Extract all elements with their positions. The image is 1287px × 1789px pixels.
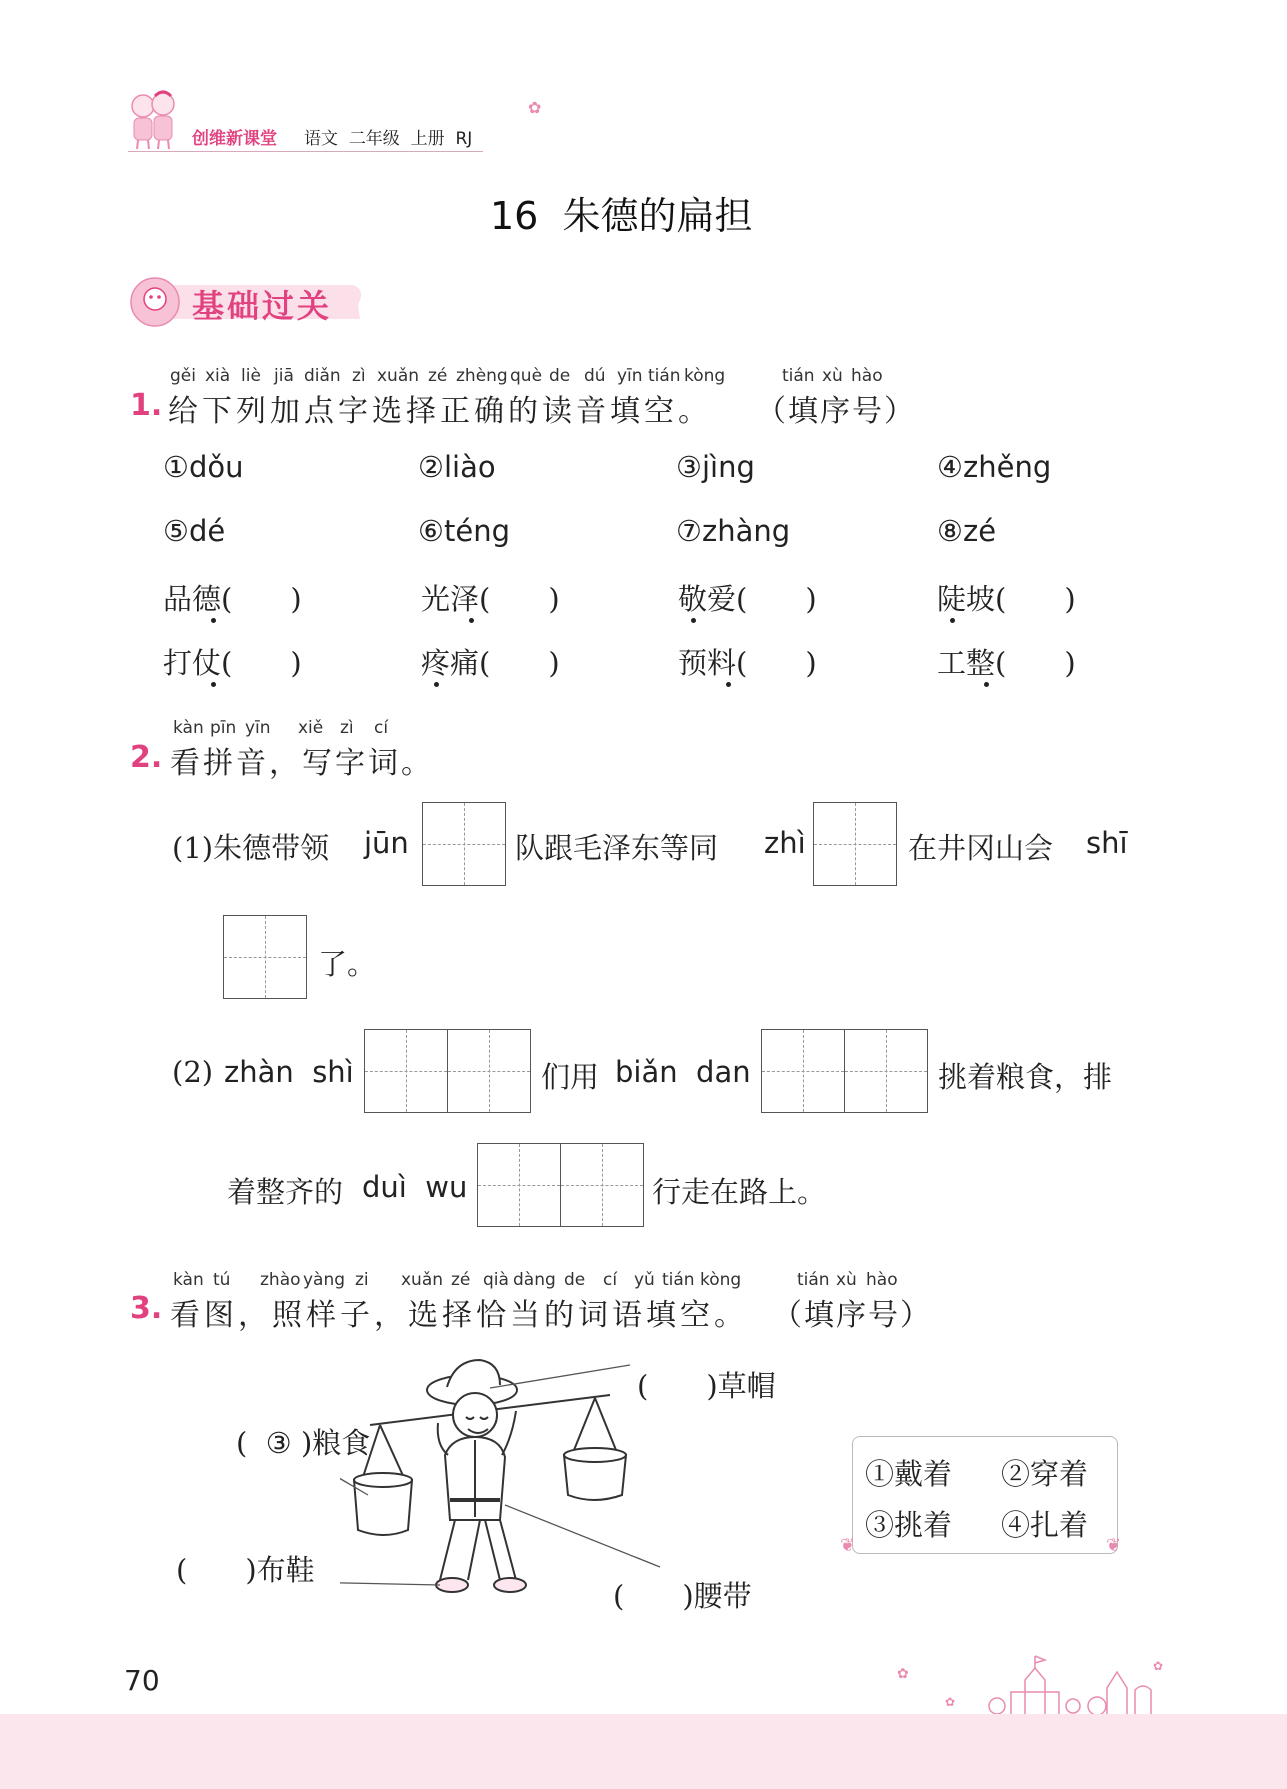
page-number: 70 bbox=[124, 1664, 160, 1697]
q3-label-straw-hat[interactable]: ( )草帽 bbox=[637, 1369, 776, 1403]
q3-pinyin-kan: kàn bbox=[173, 1270, 204, 1290]
q2-pinyin-xie: xiě bbox=[298, 718, 324, 738]
q2-number: 2. bbox=[130, 740, 163, 775]
q3-pinyin-yu: yǔ bbox=[634, 1270, 655, 1290]
q2-tian-box[interactable] bbox=[223, 915, 307, 999]
q2-pinyin-pin: pīn bbox=[210, 718, 237, 738]
q2-s2-pinyin-duiwu: duì wu bbox=[362, 1170, 468, 1204]
q1-word-5-blank[interactable]: ( ) bbox=[221, 646, 302, 680]
q3-pinyin-de: de bbox=[564, 1270, 586, 1290]
q2-s1-text-c: 在井冈山会 bbox=[908, 831, 1054, 865]
q1-text: 给下列加点字选择正确的读音填空。 bbox=[168, 394, 712, 429]
emphasis-dot bbox=[984, 682, 989, 687]
q3-pinyin-tian2: tián bbox=[797, 1270, 830, 1290]
emphasis-dot bbox=[211, 682, 216, 687]
q1-option-1: ①dǒu bbox=[163, 450, 244, 484]
q1-word-8-blank[interactable]: ( ) bbox=[995, 646, 1076, 680]
q1-pinyin-que: què bbox=[510, 366, 543, 386]
q1-pinyin-ze: zé bbox=[428, 366, 448, 386]
q2-s1-pinyin-zhi: zhì bbox=[764, 826, 806, 860]
q1-option-7: ⑦zhàng bbox=[676, 514, 791, 548]
q1-word-5-text: 打仗 bbox=[163, 646, 222, 680]
header-subject: 语文 bbox=[304, 129, 338, 149]
q3-label-grain bbox=[236, 1421, 370, 1462]
q2-tian-box[interactable] bbox=[761, 1029, 845, 1113]
q2-s2-text-c: 挑着粮食，排 bbox=[938, 1060, 1113, 1094]
q3-pinyin-zi: zi bbox=[355, 1270, 369, 1290]
q3-bank-3: ③挑着 bbox=[865, 1508, 953, 1542]
q1-pinyin-de: de bbox=[549, 366, 571, 386]
q2-tian-box[interactable] bbox=[477, 1143, 561, 1227]
q1-pinyin-hao: hào bbox=[851, 366, 883, 386]
q1-pinyin-zi: zì bbox=[352, 366, 366, 386]
q2-s1-text-a: (1)朱德带领 bbox=[172, 831, 330, 865]
q2-s1-text-b: 队跟毛泽东等同 bbox=[515, 831, 719, 865]
q3-grain-paren-open: ( bbox=[236, 1426, 248, 1460]
q3-pinyin-xuan: xuǎn bbox=[401, 1270, 444, 1290]
lesson-title: 16 朱德的扁担 bbox=[490, 194, 753, 238]
q1-word-1-text: 品德 bbox=[163, 582, 222, 616]
q3-text: 看图，照样子，选择恰当的词语填空。 bbox=[170, 1298, 748, 1333]
q1-pinyin-tian: tián bbox=[648, 366, 681, 386]
q1-pinyin-du: dú bbox=[584, 366, 606, 386]
q1-word-8 bbox=[937, 641, 1076, 682]
q1-pinyin-gei: gěi bbox=[170, 366, 196, 386]
q1-word-6-text: 疼痛 bbox=[421, 646, 480, 680]
q1-word-5 bbox=[163, 641, 302, 682]
q1-word-3-blank[interactable]: ( ) bbox=[736, 582, 817, 616]
q1-word-3-text: 敬爱 bbox=[678, 582, 737, 616]
q2-s2-text-a: (2) bbox=[172, 1055, 214, 1089]
q3-bank-1: ①戴着 bbox=[865, 1457, 953, 1491]
footer-castle-decoration bbox=[885, 1648, 1175, 1716]
emphasis-dot bbox=[691, 618, 696, 623]
svg-text:✿: ✿ bbox=[945, 1695, 956, 1709]
section-title: 基础过关 bbox=[192, 287, 333, 325]
q1-word-3 bbox=[678, 577, 817, 618]
q1-pinyin-tian2: tián bbox=[782, 366, 815, 386]
header-brand: 创维新课堂 bbox=[192, 129, 277, 149]
q3-pinyin-xu: xù bbox=[836, 1270, 857, 1290]
q2-tian-box[interactable] bbox=[422, 802, 506, 886]
q3-pinyin-qia: qià bbox=[483, 1270, 509, 1290]
q3-pinyin-tian: tián bbox=[662, 1270, 695, 1290]
footer-band bbox=[0, 1714, 1287, 1789]
leaf-icon: ❦ bbox=[1106, 1535, 1122, 1556]
q3-grain-paren-close: )粮食 bbox=[300, 1426, 371, 1460]
q1-pinyin-zheng: zhèng bbox=[456, 366, 508, 386]
emphasis-dot bbox=[469, 618, 474, 623]
q2-tian-box[interactable] bbox=[844, 1029, 928, 1113]
q1-word-1 bbox=[163, 577, 302, 618]
q3-note: （填序号） bbox=[772, 1298, 932, 1333]
q3-label-shoes[interactable]: ( )布鞋 bbox=[176, 1553, 315, 1587]
q3-label-belt[interactable]: ( )腰带 bbox=[613, 1579, 752, 1613]
zhu-de-carrying-pole-illustration bbox=[340, 1345, 670, 1605]
q1-word-2-blank[interactable]: ( ) bbox=[479, 582, 560, 616]
q2-s2-text-b: 们用 bbox=[541, 1060, 600, 1094]
q1-word-1-blank[interactable]: ( ) bbox=[221, 582, 302, 616]
q2-pinyin-ci: cí bbox=[374, 718, 389, 738]
svg-text:✿: ✿ bbox=[1153, 1659, 1164, 1673]
emphasis-dot bbox=[950, 618, 955, 623]
q2-s2-text-e: 行走在路上。 bbox=[652, 1175, 827, 1209]
q1-word-6-blank[interactable]: ( ) bbox=[479, 646, 560, 680]
q2-tian-box[interactable] bbox=[364, 1029, 448, 1113]
butterfly-icon: ✿ bbox=[528, 98, 542, 117]
header-grade: 二年级 bbox=[348, 129, 400, 149]
q3-pinyin-ci: cí bbox=[603, 1270, 618, 1290]
q1-word-2 bbox=[421, 577, 560, 618]
q1-word-4 bbox=[937, 577, 1076, 618]
q2-pinyin-zi: zì bbox=[340, 718, 354, 738]
q2-tian-box[interactable] bbox=[447, 1029, 531, 1113]
q1-option-5: ⑤dé bbox=[163, 514, 226, 548]
q1-word-4-text: 陡坡 bbox=[937, 582, 996, 616]
q1-word-4-blank[interactable]: ( ) bbox=[995, 582, 1076, 616]
q3-pinyin-tu: tú bbox=[213, 1270, 231, 1290]
leaf-icon: ❦ bbox=[840, 1535, 856, 1556]
svg-text:✿: ✿ bbox=[897, 1666, 909, 1682]
q1-pinyin-jia: jiā bbox=[274, 366, 294, 386]
q1-word-8-text: 工整 bbox=[937, 646, 996, 680]
q3-pinyin-zhao: zhào bbox=[260, 1270, 301, 1290]
emphasis-dot bbox=[211, 618, 216, 623]
q3-pinyin-kong: kòng bbox=[700, 1270, 742, 1290]
q3-pinyin-dang: dàng bbox=[513, 1270, 556, 1290]
q2-pinyin-yin: yīn bbox=[245, 718, 271, 738]
q3-pinyin-yang: yàng bbox=[303, 1270, 346, 1290]
q2-tian-box[interactable] bbox=[560, 1143, 644, 1227]
q2-text: 看拼音，写字词。 bbox=[170, 746, 434, 781]
q2-tian-box[interactable] bbox=[813, 802, 897, 886]
q3-bank-4: ④扎着 bbox=[1001, 1508, 1089, 1542]
q1-word-6 bbox=[421, 641, 560, 682]
q1-pinyin-lie: liè bbox=[241, 366, 261, 386]
q1-pinyin-xu: xù bbox=[822, 366, 843, 386]
q2-s1-pinyin-shi: shī bbox=[1086, 826, 1128, 860]
q1-option-8: ⑧zé bbox=[937, 514, 997, 548]
q3-pinyin-hao: hào bbox=[866, 1270, 898, 1290]
q1-option-3: ③jìng bbox=[676, 450, 755, 484]
q2-s2-pinyin-biandan: biǎn dan bbox=[615, 1055, 751, 1089]
q3-number: 3. bbox=[130, 1291, 163, 1326]
emphasis-dot bbox=[726, 682, 731, 687]
q3-bank-2: ②穿着 bbox=[1001, 1457, 1089, 1491]
q1-word-7 bbox=[678, 641, 817, 682]
q2-pinyin-kan: kàn bbox=[173, 718, 204, 738]
header-info bbox=[304, 124, 472, 149]
q1-option-4: ④zhěng bbox=[937, 450, 1052, 484]
header-divider bbox=[128, 151, 483, 152]
header-volume: 上册 bbox=[410, 129, 445, 149]
header-edition: RJ bbox=[455, 129, 473, 149]
q2-s1-pinyin-jun: jūn bbox=[364, 826, 409, 860]
q1-pinyin-xuan: xuǎn bbox=[377, 366, 420, 386]
q1-number: 1. bbox=[130, 388, 163, 423]
q3-grain-answer[interactable]: ③ bbox=[265, 1426, 292, 1460]
q1-note: （填序号） bbox=[756, 394, 916, 429]
q1-option-6: ⑥téng bbox=[418, 514, 510, 548]
q1-pinyin-dian: diǎn bbox=[304, 366, 341, 386]
q1-pinyin-yin: yīn bbox=[617, 366, 643, 386]
q3-pinyin-ze: zé bbox=[451, 1270, 471, 1290]
header-mascot bbox=[125, 88, 180, 150]
q2-s2-text-d: 着整齐的 bbox=[227, 1175, 344, 1209]
emphasis-dot bbox=[434, 682, 439, 687]
q1-option-2: ②liào bbox=[418, 450, 496, 484]
q2-s2-pinyin-zhanshi: zhàn shì bbox=[224, 1055, 354, 1089]
q1-pinyin-kong: kòng bbox=[684, 366, 726, 386]
q2-s1-end: 了。 bbox=[318, 947, 377, 981]
q1-pinyin-xia: xià bbox=[205, 366, 231, 386]
q1-word-7-text: 预料 bbox=[678, 646, 737, 680]
q1-word-2-text: 光泽 bbox=[421, 582, 480, 616]
q1-word-7-blank[interactable]: ( ) bbox=[736, 646, 817, 680]
